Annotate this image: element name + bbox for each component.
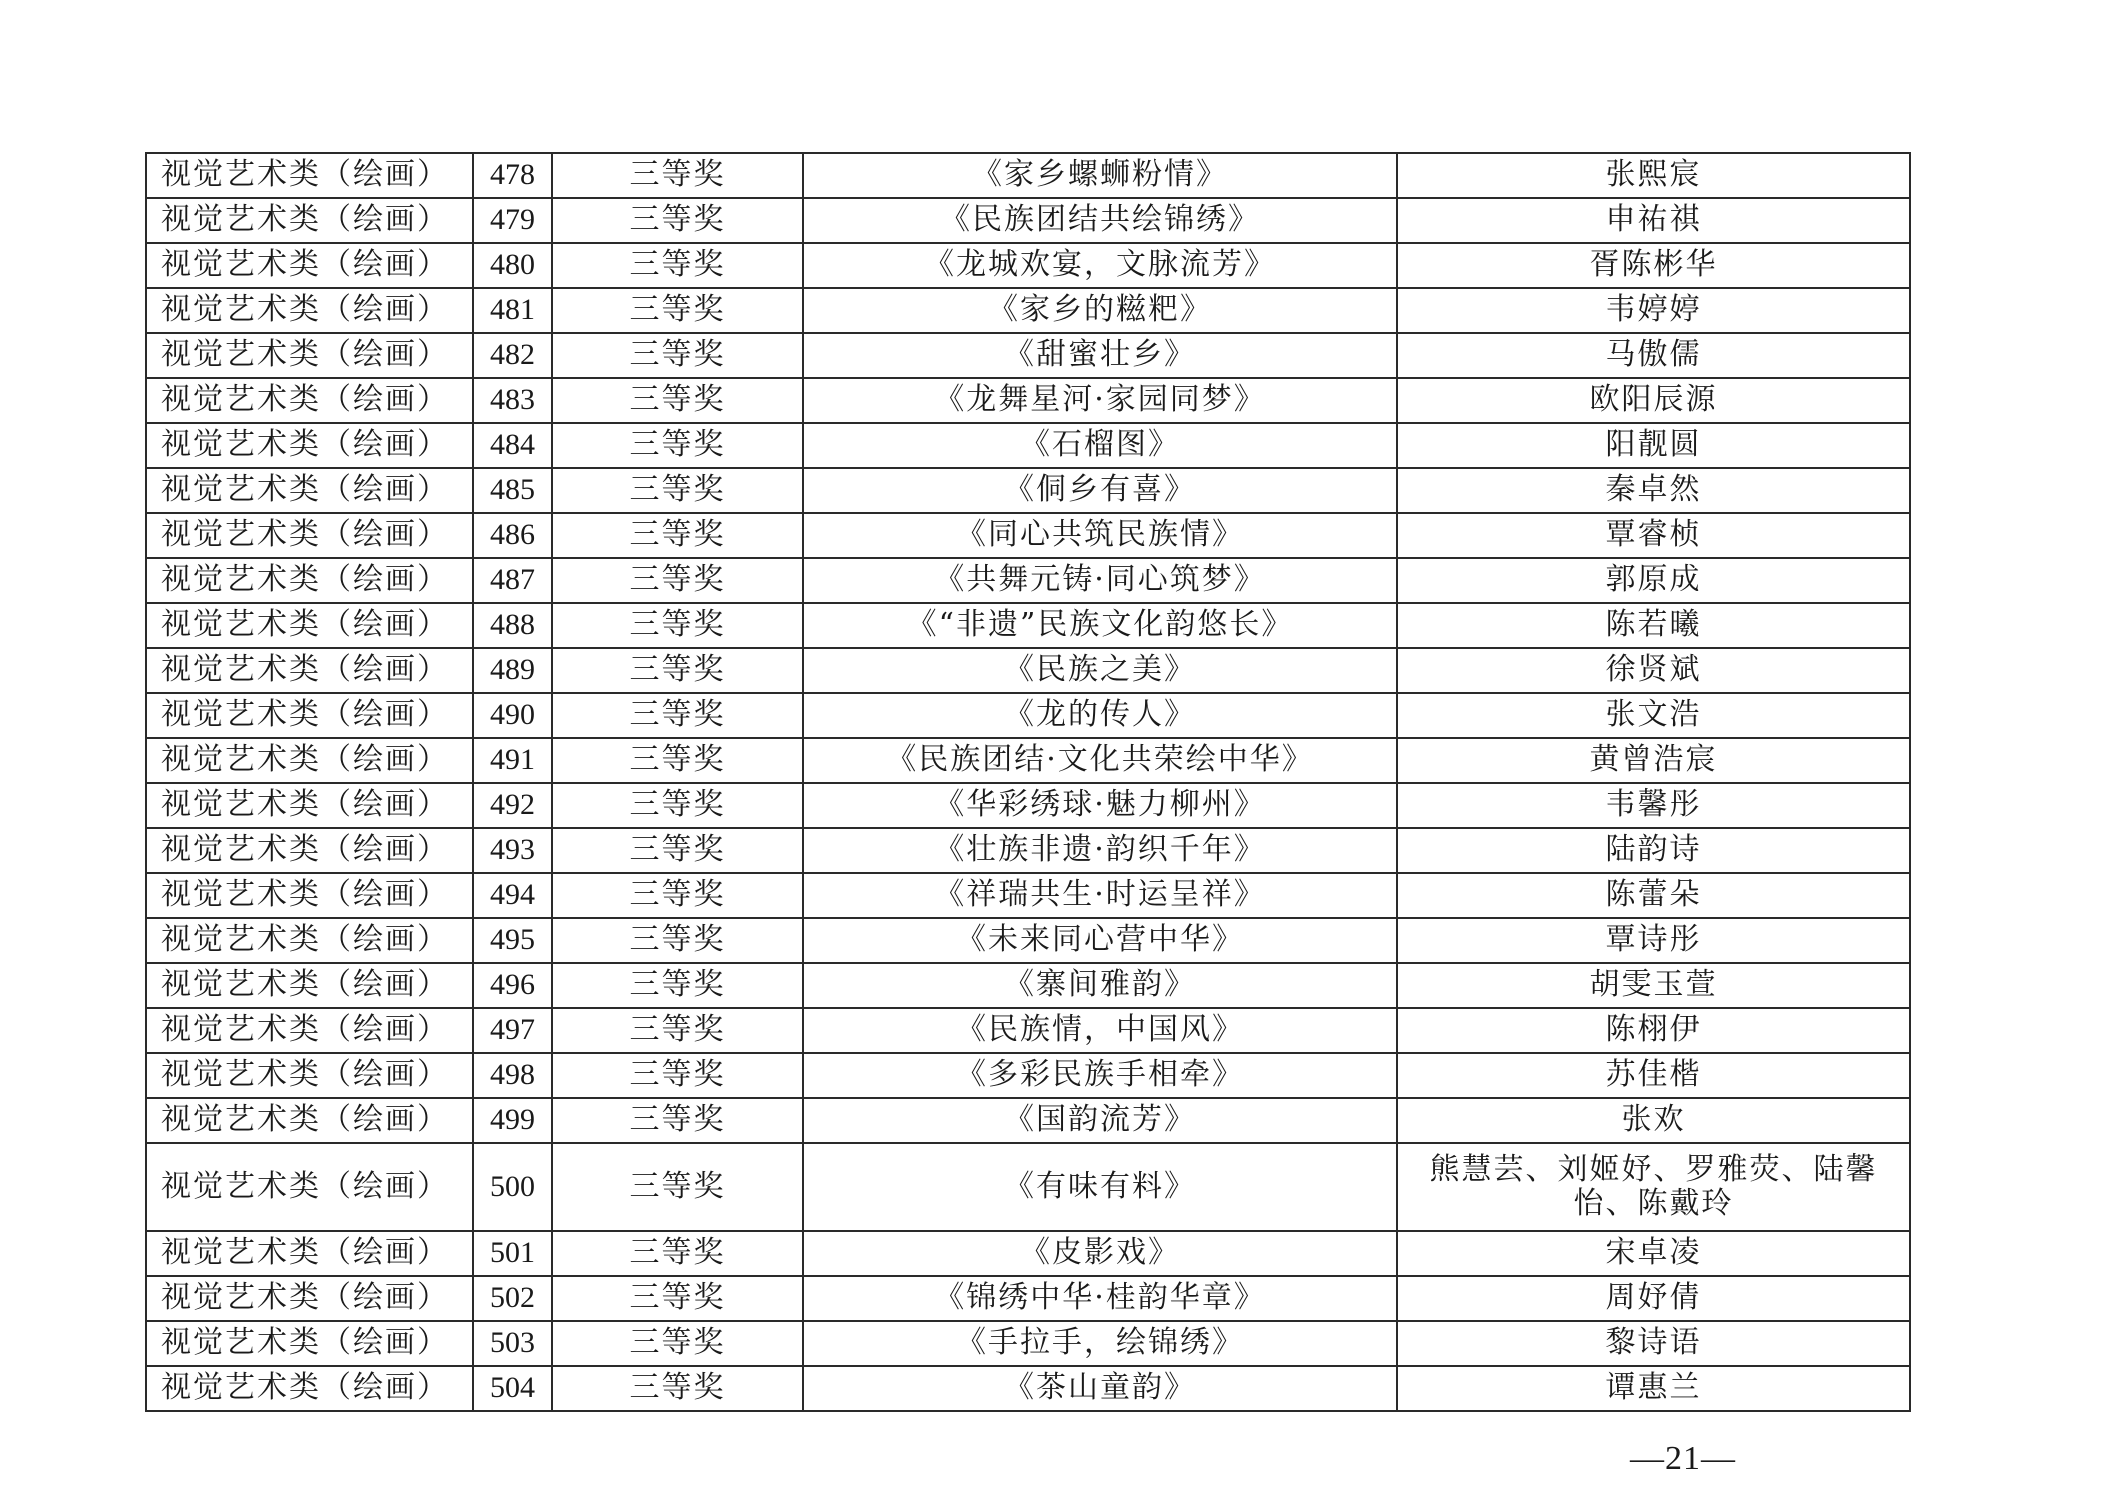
names-cell: 苏佳楷 [1397, 1053, 1910, 1098]
award-cell: 三等奖 [552, 1053, 803, 1098]
category-cell: 视觉艺术类（绘画） [146, 963, 473, 1008]
names-cell: 宋卓凌 [1397, 1231, 1910, 1276]
award-cell: 三等奖 [552, 423, 803, 468]
title-cell: 《华彩绣球·魅力柳州》 [803, 783, 1397, 828]
table-row [146, 783, 1910, 828]
number-cell: 492 [473, 783, 552, 828]
number-cell: 504 [473, 1366, 552, 1411]
number-cell: 479 [473, 198, 552, 243]
table-row [146, 243, 1910, 288]
table-row [146, 1098, 1910, 1143]
category-cell: 视觉艺术类（绘画） [146, 288, 473, 333]
category-cell: 视觉艺术类（绘画） [146, 783, 473, 828]
category-cell: 视觉艺术类（绘画） [146, 468, 473, 513]
number-cell: 486 [473, 513, 552, 558]
award-cell: 三等奖 [552, 963, 803, 1008]
names-cell: 郭原成 [1397, 558, 1910, 603]
table-row [146, 738, 1910, 783]
award-cell: 三等奖 [552, 693, 803, 738]
table-row [146, 423, 1910, 468]
page-number: —21— [1630, 1440, 1736, 1477]
names-cell: 张欢 [1397, 1098, 1910, 1143]
title-cell: 《寨间雅韵》 [803, 963, 1397, 1008]
names-cell: 周妤倩 [1397, 1276, 1910, 1321]
number-cell: 499 [473, 1098, 552, 1143]
number-cell: 495 [473, 918, 552, 963]
table-row [146, 513, 1910, 558]
table-row [146, 1008, 1910, 1053]
number-cell: 500 [473, 1143, 552, 1231]
award-cell: 三等奖 [552, 153, 803, 198]
table-row [146, 1321, 1910, 1366]
number-cell: 489 [473, 648, 552, 693]
category-cell: 视觉艺术类（绘画） [146, 1276, 473, 1321]
names-cell: 胡雯玉萱 [1397, 963, 1910, 1008]
number-cell: 490 [473, 693, 552, 738]
table-row [146, 1053, 1910, 1098]
category-cell: 视觉艺术类（绘画） [146, 738, 473, 783]
category-cell: 视觉艺术类（绘画） [146, 1053, 473, 1098]
award-cell: 三等奖 [552, 333, 803, 378]
title-cell: 《同心共筑民族情》 [803, 513, 1397, 558]
award-cell: 三等奖 [552, 1098, 803, 1143]
title-cell: 《共舞元铸·同心筑梦》 [803, 558, 1397, 603]
number-cell: 478 [473, 153, 552, 198]
category-cell: 视觉艺术类（绘画） [146, 558, 473, 603]
names-cell: 陆韵诗 [1397, 828, 1910, 873]
award-cell: 三等奖 [552, 648, 803, 693]
award-cell: 三等奖 [552, 828, 803, 873]
title-cell: 《“非遗”民族文化韵悠长》 [803, 603, 1397, 648]
number-cell: 491 [473, 738, 552, 783]
table-row [146, 1231, 1910, 1276]
number-cell: 485 [473, 468, 552, 513]
title-cell: 《石榴图》 [803, 423, 1397, 468]
title-cell: 《手拉手，绘锦绣》 [803, 1321, 1397, 1366]
table-row [146, 603, 1910, 648]
awards-table [145, 152, 1911, 1412]
award-cell: 三等奖 [552, 558, 803, 603]
names-cell: 陈若曦 [1397, 603, 1910, 648]
category-cell: 视觉艺术类（绘画） [146, 918, 473, 963]
award-cell: 三等奖 [552, 873, 803, 918]
table-row [146, 918, 1910, 963]
award-cell: 三等奖 [552, 1366, 803, 1411]
names-cell: 张熙宸 [1397, 153, 1910, 198]
title-cell: 《未来同心营中华》 [803, 918, 1397, 963]
names-cell: 黄曾浩宸 [1397, 738, 1910, 783]
number-cell: 482 [473, 333, 552, 378]
category-cell: 视觉艺术类（绘画） [146, 1321, 473, 1366]
names-cell: 覃诗彤 [1397, 918, 1910, 963]
title-cell: 《多彩民族手相牵》 [803, 1053, 1397, 1098]
names-cell: 熊慧芸、刘姬妤、罗雅荧、陆馨怡、陈戴玲 [1397, 1143, 1910, 1231]
table-row [146, 963, 1910, 1008]
title-cell: 《祥瑞共生·时运呈祥》 [803, 873, 1397, 918]
category-cell: 视觉艺术类（绘画） [146, 1098, 473, 1143]
title-cell: 《龙的传人》 [803, 693, 1397, 738]
number-cell: 493 [473, 828, 552, 873]
category-cell: 视觉艺术类（绘画） [146, 243, 473, 288]
award-cell: 三等奖 [552, 198, 803, 243]
names-cell: 申祐祺 [1397, 198, 1910, 243]
table-row [146, 198, 1910, 243]
award-cell: 三等奖 [552, 288, 803, 333]
names-cell: 欧阳辰源 [1397, 378, 1910, 423]
number-cell: 487 [473, 558, 552, 603]
title-cell: 《壮族非遗·韵织千年》 [803, 828, 1397, 873]
number-cell: 501 [473, 1231, 552, 1276]
table-row [146, 693, 1910, 738]
table-row [146, 1143, 1910, 1231]
award-cell: 三等奖 [552, 1008, 803, 1053]
number-cell: 480 [473, 243, 552, 288]
title-cell: 《民族之美》 [803, 648, 1397, 693]
award-cell: 三等奖 [552, 783, 803, 828]
names-cell: 阳靓圆 [1397, 423, 1910, 468]
title-cell: 《龙城欢宴，文脉流芳》 [803, 243, 1397, 288]
title-cell: 《民族团结·文化共荣绘中华》 [803, 738, 1397, 783]
category-cell: 视觉艺术类（绘画） [146, 648, 473, 693]
category-cell: 视觉艺术类（绘画） [146, 333, 473, 378]
title-cell: 《国韵流芳》 [803, 1098, 1397, 1143]
names-cell: 秦卓然 [1397, 468, 1910, 513]
award-cell: 三等奖 [552, 918, 803, 963]
number-cell: 483 [473, 378, 552, 423]
number-cell: 498 [473, 1053, 552, 1098]
category-cell: 视觉艺术类（绘画） [146, 1008, 473, 1053]
names-cell: 覃睿桢 [1397, 513, 1910, 558]
title-cell: 《茶山童韵》 [803, 1366, 1397, 1411]
table-row [146, 288, 1910, 333]
number-cell: 502 [473, 1276, 552, 1321]
table-row [146, 1366, 1910, 1411]
award-cell: 三等奖 [552, 738, 803, 783]
category-cell: 视觉艺术类（绘画） [146, 153, 473, 198]
category-cell: 视觉艺术类（绘画） [146, 1366, 473, 1411]
award-cell: 三等奖 [552, 603, 803, 648]
title-cell: 《有味有料》 [803, 1143, 1397, 1231]
names-cell: 韦婷婷 [1397, 288, 1910, 333]
names-cell: 张文浩 [1397, 693, 1910, 738]
table-row [146, 558, 1910, 603]
names-cell: 马傲儒 [1397, 333, 1910, 378]
number-cell: 497 [473, 1008, 552, 1053]
table-row [146, 828, 1910, 873]
names-cell: 徐贤斌 [1397, 648, 1910, 693]
awards-table-body [146, 153, 1910, 1411]
title-cell: 《皮影戏》 [803, 1231, 1397, 1276]
category-cell: 视觉艺术类（绘画） [146, 693, 473, 738]
award-cell: 三等奖 [552, 1231, 803, 1276]
title-cell: 《侗乡有喜》 [803, 468, 1397, 513]
category-cell: 视觉艺术类（绘画） [146, 513, 473, 558]
award-cell: 三等奖 [552, 243, 803, 288]
names-cell: 韦馨彤 [1397, 783, 1910, 828]
title-cell: 《锦绣中华·桂韵华章》 [803, 1276, 1397, 1321]
table-row [146, 378, 1910, 423]
names-cell: 陈栩伊 [1397, 1008, 1910, 1053]
category-cell: 视觉艺术类（绘画） [146, 828, 473, 873]
title-cell: 《龙舞星河·家园同梦》 [803, 378, 1397, 423]
table-row [146, 648, 1910, 693]
category-cell: 视觉艺术类（绘画） [146, 873, 473, 918]
award-cell: 三等奖 [552, 513, 803, 558]
table-row [146, 333, 1910, 378]
title-cell: 《民族情，中国风》 [803, 1008, 1397, 1053]
names-cell: 胥陈彬华 [1397, 243, 1910, 288]
title-cell: 《家乡螺蛳粉情》 [803, 153, 1397, 198]
title-cell: 《甜蜜壮乡》 [803, 333, 1397, 378]
number-cell: 481 [473, 288, 552, 333]
award-cell: 三等奖 [552, 1143, 803, 1231]
number-cell: 494 [473, 873, 552, 918]
title-cell: 《民族团结共绘锦绣》 [803, 198, 1397, 243]
names-cell: 陈蕾朵 [1397, 873, 1910, 918]
category-cell: 视觉艺术类（绘画） [146, 378, 473, 423]
names-cell: 谭惠兰 [1397, 1366, 1910, 1411]
category-cell: 视觉艺术类（绘画） [146, 1143, 473, 1231]
number-cell: 488 [473, 603, 552, 648]
category-cell: 视觉艺术类（绘画） [146, 423, 473, 468]
award-cell: 三等奖 [552, 1321, 803, 1366]
table-row [146, 1276, 1910, 1321]
category-cell: 视觉艺术类（绘画） [146, 603, 473, 648]
title-cell: 《家乡的糍粑》 [803, 288, 1397, 333]
table-row [146, 153, 1910, 198]
number-cell: 503 [473, 1321, 552, 1366]
category-cell: 视觉艺术类（绘画） [146, 1231, 473, 1276]
category-cell: 视觉艺术类（绘画） [146, 198, 473, 243]
award-cell: 三等奖 [552, 1276, 803, 1321]
number-cell: 484 [473, 423, 552, 468]
names-cell: 黎诗语 [1397, 1321, 1910, 1366]
award-cell: 三等奖 [552, 378, 803, 423]
award-cell: 三等奖 [552, 468, 803, 513]
number-cell: 496 [473, 963, 552, 1008]
table-row [146, 468, 1910, 513]
table-row [146, 873, 1910, 918]
